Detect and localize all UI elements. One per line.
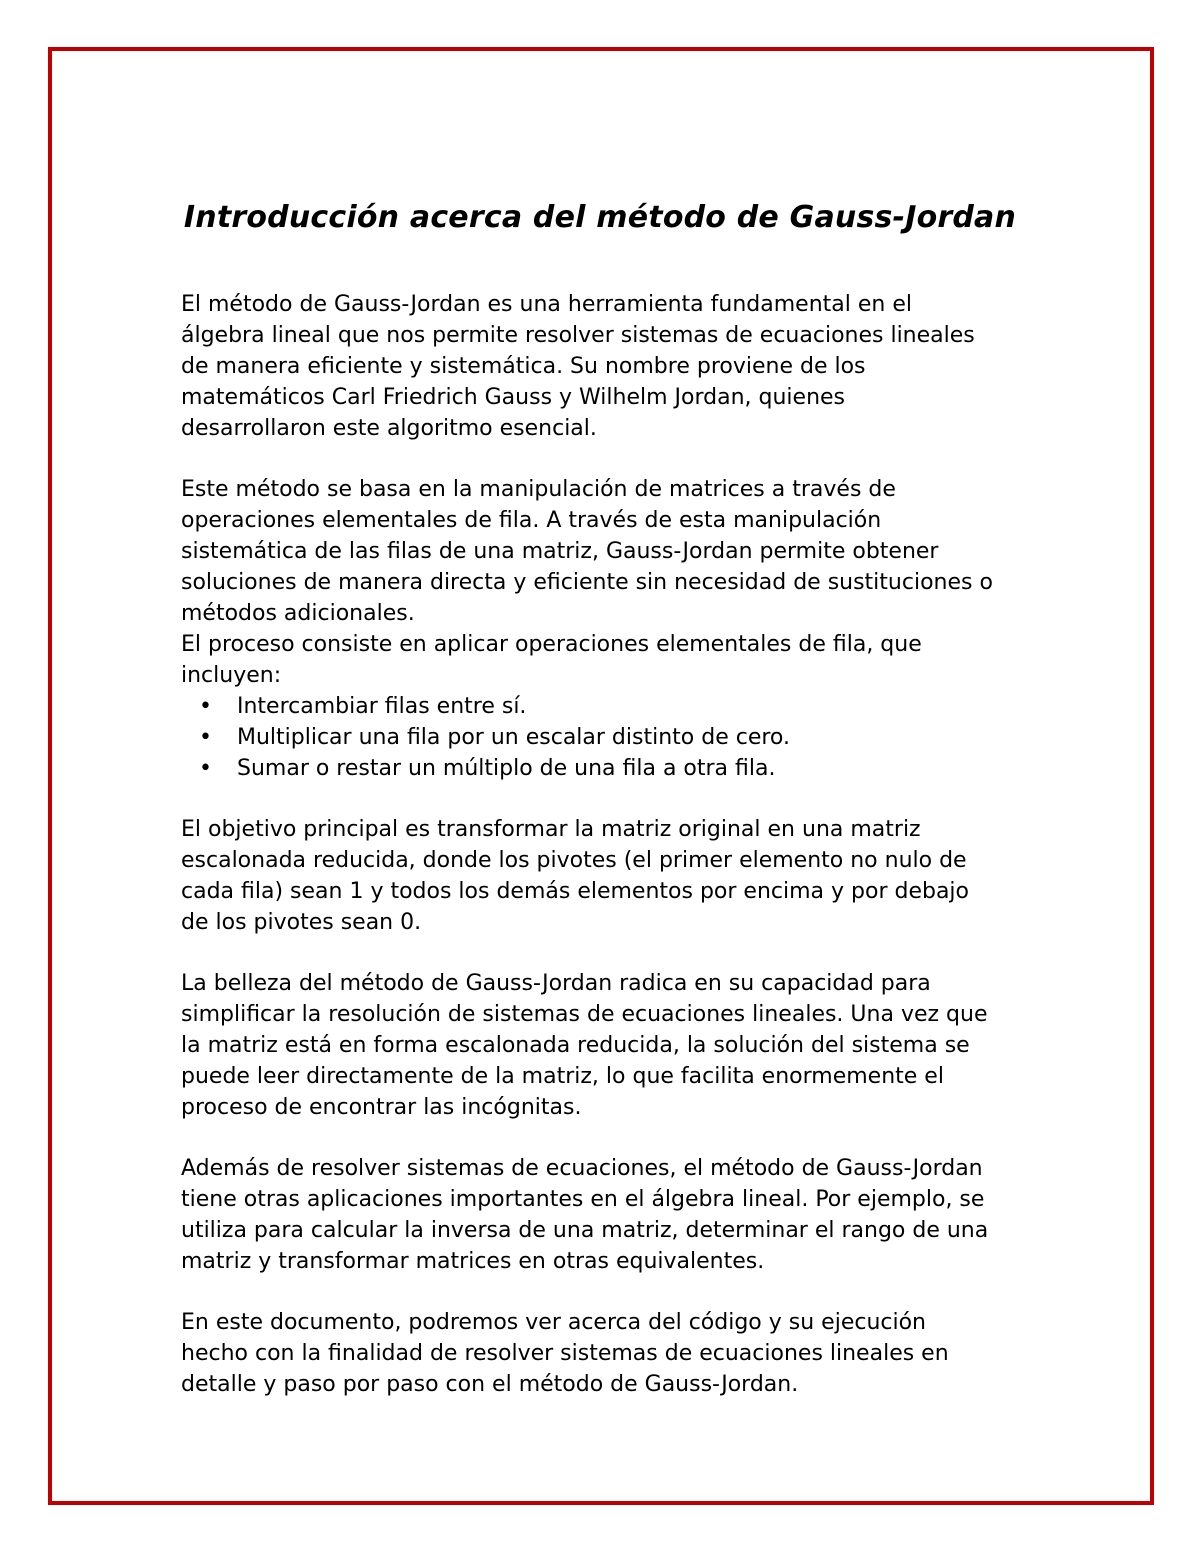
text-line: tiene otras aplicaciones importantes en el álgebra lineal. Por ejemplo, se <box>181 1187 985 1212</box>
text-line: incluyen: <box>181 663 282 688</box>
text-line: detalle y paso por paso con el método de Gauss-Jordan. <box>181 1372 799 1397</box>
document-title: Introducción acerca del método de Gauss-Jordan <box>183 200 1017 235</box>
text-line: El objetivo principal es transformar la matriz original en una matriz <box>181 817 921 842</box>
paragraph-intro <box>181 289 1081 444</box>
paragraph-objective <box>181 814 1081 938</box>
text-line: El método de Gauss-Jordan es una herramienta fundamental en el <box>181 292 912 317</box>
text-line: álgebra lineal que nos permite resolver sistemas de ecuaciones lineales <box>181 323 975 348</box>
text-line: operaciones elementales de fila. A través de esta manipulación <box>181 508 882 533</box>
paragraph-beauty <box>181 968 1081 1123</box>
paragraph-process <box>181 629 1081 691</box>
text-line: Además de resolver sistemas de ecuaciones, el método de Gauss-Jordan <box>181 1156 983 1181</box>
list-item-text: Multiplicar una fila por un escalar distinto de cero. <box>237 725 790 750</box>
paragraph-method-basis <box>181 474 1081 629</box>
document-body <box>181 289 1081 1400</box>
bullet-icon: • <box>199 694 212 719</box>
text-line: utiliza para calcular la inversa de una matriz, determinar el rango de una <box>181 1218 989 1243</box>
list-item <box>181 691 1081 722</box>
bullet-icon: • <box>199 756 212 781</box>
operations-list <box>181 691 1081 784</box>
list-item-text: Sumar o restar un múltiplo de una fila a otra fila. <box>237 756 776 781</box>
text-line: En este documento, podremos ver acerca del código y su ejecución <box>181 1310 927 1335</box>
text-line: hecho con la finalidad de resolver sistemas de ecuaciones lineales en <box>181 1341 949 1366</box>
paragraph-document-purpose <box>181 1307 1081 1400</box>
paragraph-applications <box>181 1153 1081 1277</box>
text-line: El proceso consiste en aplicar operaciones elementales de fila, que <box>181 632 922 657</box>
text-line: de los pivotes sean 0. <box>181 910 422 935</box>
text-line: soluciones de manera directa y eficiente sin necesidad de sustituciones o <box>181 570 993 595</box>
text-line: matemáticos Carl Friedrich Gauss y Wilhelm Jordan, quienes <box>181 385 846 410</box>
text-line: La belleza del método de Gauss-Jordan radica en su capacidad para <box>181 971 931 996</box>
text-line: Este método se basa en la manipulación de matrices a través de <box>181 477 896 502</box>
text-line: de manera eficiente y sistemática. Su nombre proviene de los <box>181 354 866 379</box>
bullet-icon: • <box>199 725 212 750</box>
text-line: matriz y transformar matrices en otras equivalentes. <box>181 1249 765 1274</box>
text-line: escalonada reducida, donde los pivotes (el primer elemento no nulo de <box>181 848 967 873</box>
text-line: desarrollaron este algoritmo esencial. <box>181 416 597 441</box>
text-line: cada fila) sean 1 y todos los demás elementos por encima y por debajo <box>181 879 970 904</box>
list-item <box>181 753 1081 784</box>
list-item-text: Intercambiar filas entre sí. <box>237 694 527 719</box>
text-line: métodos adicionales. <box>181 601 415 626</box>
text-line: proceso de encontrar las incógnitas. <box>181 1095 582 1120</box>
text-line: sistemática de las filas de una matriz, Gauss-Jordan permite obtener <box>181 539 939 564</box>
text-line: simplificar la resolución de sistemas de ecuaciones lineales. Una vez que <box>181 1002 988 1027</box>
text-line: puede leer directamente de la matriz, lo que facilita enormemente el <box>181 1064 944 1089</box>
list-item <box>181 722 1081 753</box>
text-line: la matriz está en forma escalonada reducida, la solución del sistema se <box>181 1033 970 1058</box>
